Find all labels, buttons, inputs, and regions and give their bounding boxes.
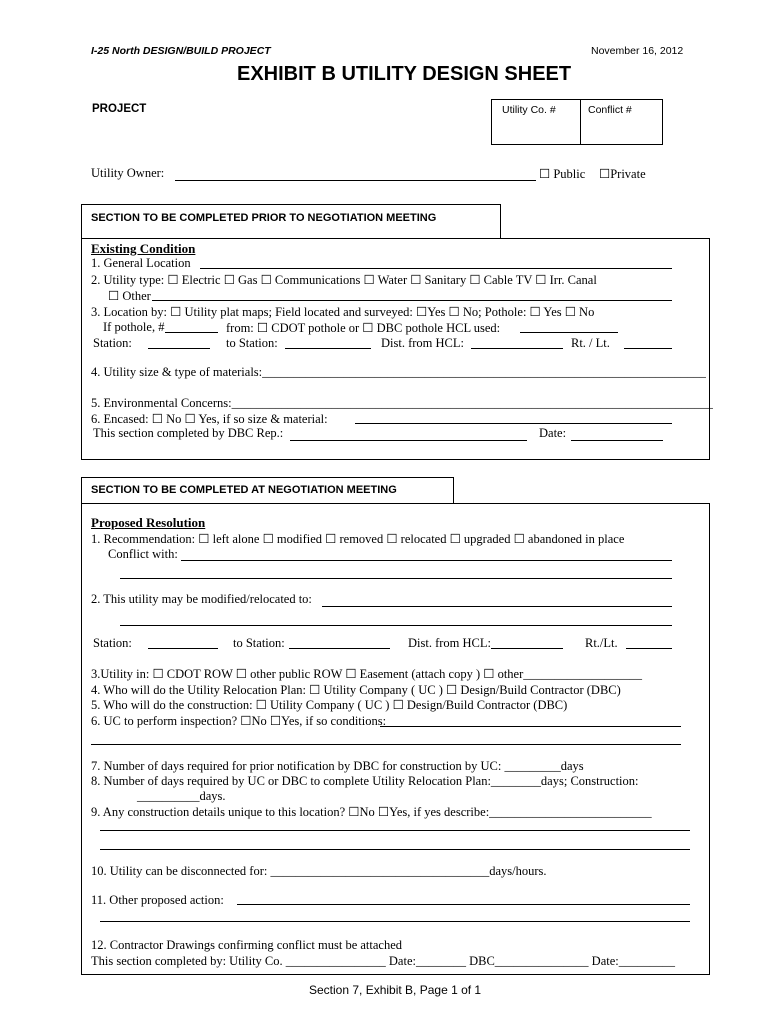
utility-in-row[interactable]: 3.Utility in: ☐ CDOT ROW ☐ other public ROW ☐ Easement (attach copy ) ☐ other___________________ [91,667,643,681]
page-title: EXHIBIT B UTILITY DESIGN SHEET [237,63,572,85]
general-location-field[interactable] [200,268,672,269]
construction-row[interactable]: 5. Who will do the construction: ☐ Utility Company ( UC ) ☐ Design/Build Contractor (DBC) [91,698,568,712]
proposed-rt-lt-field[interactable] [626,648,672,649]
section1-date-field[interactable] [571,440,663,441]
conflict-label: Conflict # [588,104,632,116]
utility-size-field[interactable]: 4. Utility size & type of materials:_______________________________________________________________________ [91,365,706,379]
inspection-row[interactable]: 6. UC to perform inspection? ☐No ☐Yes, if so conditions: [91,714,387,728]
dist-hcl-label: Dist. from HCL: [381,336,464,350]
hcl-used-field[interactable] [520,332,618,333]
other-utility-field[interactable] [152,300,672,301]
rt-lt-label: Rt. / Lt. [571,336,610,350]
conflict-with-field[interactable] [181,560,672,561]
existing-condition-heading: Existing Condition [91,241,196,256]
other-action-field-2[interactable] [100,921,690,922]
location-by-row[interactable]: 3. Location by: ☐ Utility plat maps; Field located and surveyed: ☐Yes ☐ No; Pothole: ☐ Yes ☐ No [91,305,595,319]
proposed-rt-lt-label: Rt./Lt. [585,636,618,650]
project-name: I-25 North DESIGN/BUILD PROJECT [91,45,271,57]
utility-type-row[interactable]: 2. Utility type: ☐ Electric ☐ Gas ☐ Communications ☐ Water ☐ Sanitary ☐ Cable TV ☐ Irr. Canal [91,273,597,287]
relocated-to-label: 2. This utility may be modified/relocated to: [91,592,312,606]
pothole-number-field[interactable] [165,332,218,333]
proposed-to-station-label: to Station: [233,636,285,650]
general-location-label: 1. General Location [91,256,191,270]
encased-material-field[interactable] [355,423,672,424]
dbc-rep-label: This section completed by DBC Rep.: [93,426,284,440]
relocation-plan-row[interactable]: 4. Who will do the Utility Relocation Plan: ☐ Utility Company ( UC ) ☐ Design/Build Contractor (DBC) [91,683,621,697]
notification-days-row[interactable]: 7. Number of days required for prior notification by DBC for construction by UC: _________days [91,759,584,773]
construction-details-field[interactable] [100,830,690,831]
box-divider [580,100,581,144]
rt-lt-field[interactable] [624,348,672,349]
conflict-with-field-2[interactable] [120,578,672,579]
dist-hcl-field[interactable] [471,348,563,349]
environmental-concerns-field[interactable]: 5. Environmental Concerns:_____________________________________________________________________________ [91,396,713,410]
recommendation-row[interactable]: 1. Recommendation: ☐ left alone ☐ modified ☐ removed ☐ relocated ☐ upgraded ☐ abandoned in place [91,532,625,546]
inspection-conditions-field[interactable] [380,726,681,727]
section1-title: SECTION TO BE COMPLETED PRIOR TO NEGOTIATION MEETING [91,212,437,224]
proposed-resolution-heading: Proposed Resolution [91,515,206,530]
section2-title: SECTION TO BE COMPLETED AT NEGOTIATION MEETING [91,484,397,496]
other-action-label: 11. Other proposed action: [91,893,224,907]
dbc-rep-field[interactable] [290,440,527,441]
section1-title-tab [81,204,501,238]
page-footer: Section 7, Exhibit B, Page 1 of 1 [309,983,482,997]
construction-details-row[interactable]: 9. Any construction details unique to this location? ☐No ☐Yes, if yes describe:__________________________ [91,805,652,819]
utility-co-label: Utility Co. # [502,104,556,116]
station-field[interactable] [148,348,210,349]
public-checkbox[interactable]: ☐ Public [539,167,586,181]
to-station-label: to Station: [226,336,278,350]
proposed-dist-hcl-label: Dist. from HCL: [408,636,491,650]
construction-days-field[interactable]: __________days. [137,789,226,803]
other-action-field[interactable] [237,904,690,905]
contractor-drawings-note: 12. Contractor Drawings confirming conflict must be attached [91,938,403,952]
to-station-field[interactable] [285,348,371,349]
utility-conflict-box [491,99,663,145]
proposed-station-label: Station: [93,636,132,650]
other-utility-checkbox[interactable]: ☐ Other [108,289,151,303]
utility-owner-label: Utility Owner: [91,166,165,180]
pothole-number-label: If pothole, # [103,320,165,334]
proposed-station-field[interactable] [148,648,218,649]
completion-days-row[interactable]: 8. Number of days required by UC or DBC to complete Utility Relocation Plan:________days; Construction: [91,774,639,788]
conflict-with-label: Conflict with: [108,547,178,561]
utility-owner-field[interactable] [175,180,536,181]
project-label: PROJECT [92,103,147,115]
private-checkbox[interactable]: ☐Private [599,167,646,181]
construction-details-field-2[interactable] [100,849,690,850]
encased-row[interactable]: 6. Encased: ☐ No ☐ Yes, if so size & material: [91,412,328,426]
document-date: November 16, 2012 [591,45,684,57]
proposed-dist-hcl-field[interactable] [491,648,563,649]
station-label: Station: [93,336,132,350]
section2-title-tab [81,477,454,503]
section2-completed-by-row[interactable]: This section completed by: Utility Co. ________________ Date:________ DBC_______________ Date:_________ [91,954,675,968]
disconnect-row[interactable]: 10. Utility can be disconnected for: ___________________________________days/hours. [91,864,547,878]
section1-date-label: Date: [539,426,567,440]
proposed-to-station-field[interactable] [289,648,390,649]
relocated-to-field[interactable] [322,606,672,607]
pothole-source-row[interactable]: from: ☐ CDOT pothole or ☐ DBC pothole HCL used: [226,321,501,335]
relocated-to-field-2[interactable] [120,625,672,626]
inspection-conditions-field-2[interactable] [91,744,681,745]
